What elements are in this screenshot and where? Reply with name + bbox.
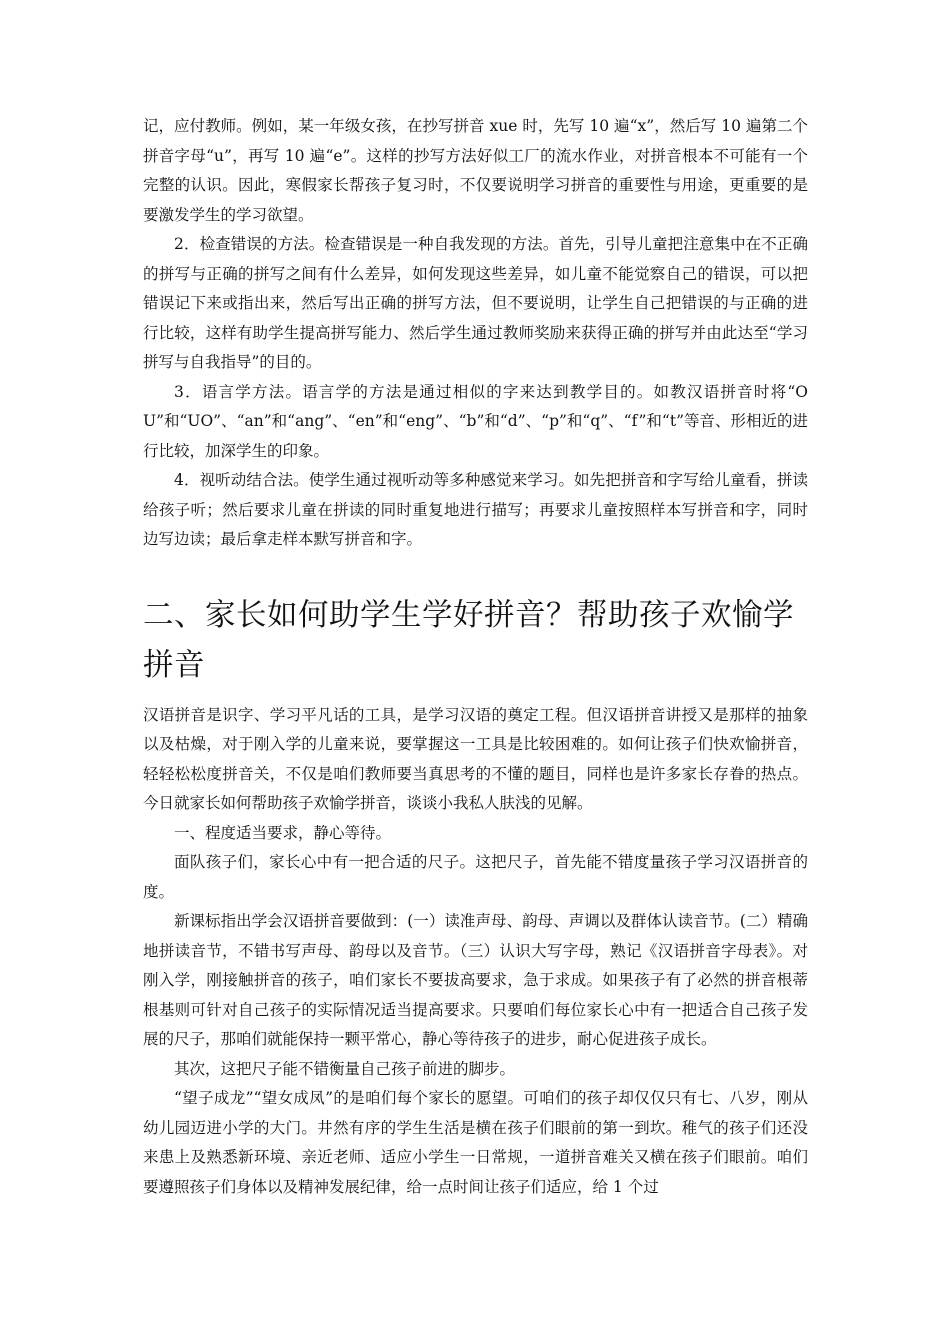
document-page (143, 112, 808, 1202)
paragraph-parent-hopes: “望子成龙”“望女成凤”的是咱们每个家长的愿望。可咱们的孩子却仅仅只有七、八岁，刚从幼儿园迈进小学的大门。井然有序的学生生活是横在孩子们眼前的第一到坎。稚气的孩子们还没来患上及熟悉新环境、亲近老师、适应小学生一日常规，一道拼音难关又横在孩子们眼前。咱们要遵照孩子们身体以及精神发展纪律，给一点时间让孩子们适应，给 1 个过 (143, 1089, 808, 1196)
paragraph-audiovisual-method: 4．视听动结合法。使学生通过视听动等多种感觉来学习。如先把拼音和字写给儿童看，拼读给孩子听；然后要求儿童在拼读的同时重复地进行描写；再要求儿童按照样本写拼音和字，同时边写边读；最后拿走样本默写拼音和字。 (143, 471, 808, 548)
paragraph-copying-example: 记，应付教师。例如，某一年级女孩，在抄写拼音 xue 时，先写 10 遍“x”，然后写 10 遍第二个拼音字母“u”，再写 10 遍“e”。这样的抄写方法好似工厂的流水作业，对拼音根本不可能有一个完整的认识。因此，寒假家长帮孩子复习时，不仅要说明学习拼音的重要性与用途，更重要的是要激发学生的学习欲望。 (143, 117, 808, 224)
section-heading: 二、家长如何助学生学好拼音？帮助孩子欢愉学拼音 (143, 597, 794, 683)
paragraph-second-point: 其次，这把尺子能不错衡量自己孩子前进的脚步。 (174, 1059, 516, 1078)
paragraph-curriculum-standard: 新课标指出学会汉语拼音要做到：(一）读准声母、韵母、声调以及群体认读音节。(二）精确地拼读音节，不错书写声母、韵母以及音节。（三）认识大写字母，熟记《汉语拼音字母表》。对刚入学，刚接触拼音的孩子，咱们家长不要拔高要求，急于求成。如果孩子有了必然的拼音根蒂根基则可针对自己孩子的实际情况适当提高要求。只要咱们每位家长心中有一把适合自己孩子发展的尺子，那咱们就能保持一颗平常心，静心等待孩子的进步，耐心促进孩子成长。 (143, 912, 808, 1048)
paragraph-error-checking-method: 2．检查错误的方法。检查错误是一种自我发现的方法。首先，引导儿童把注意集中在不正确的拼写与正确的拼写之间有什么差异，如何发现这些差异，如儿童不能觉察自己的错误，可以把错误记下来或指出来，然后写出正确的拼写方法，但不要说明，让学生自己把错误的与正确的进行比较，这样有助学生提高拼写能力、然后学生通过教师奖励来获得正确的拼写并由此达至“学习拼写与自我指导”的目的。 (143, 235, 808, 371)
paragraph-ruler-measure: 面队孩子们，家长心中有一把合适的尺子。这把尺子，首先能不错度量孩子学习汉语拼音的度。 (143, 853, 808, 901)
top-section (143, 112, 808, 555)
paragraph-point-one: 一、程度适当要求，静心等待。 (174, 823, 392, 842)
bottom-section (143, 701, 808, 1203)
paragraph-linguistic-method: 3．语言学方法。语言学的方法是通过相似的字来达到教学目的。如教汉语拼音时将“OU”和“UO”、“an”和“ang”、“en”和“eng”、“b”和“d”、“p”和“q”、“f”和“t”等音、形相近的进行比较，加深学生的印象。 (143, 382, 808, 460)
paragraph-pinyin-intro: 汉语拼音是识字、学习平凡话的工具，是学习汉语的奠定工程。但汉语拼音讲授又是那样的抽象以及枯燥，对于刚入学的儿童来说，要掌握这一工具是比较困难的。如何让孩子们快欢愉拼音，轻轻松松度拼音关，不仅是咱们教师要当真思考的不懂的题目，同样也是许多家长存眷的热点。今日就家长如何帮助孩子欢愉学拼音，谈谈小我私人肤浅的见解。 (143, 705, 808, 812)
